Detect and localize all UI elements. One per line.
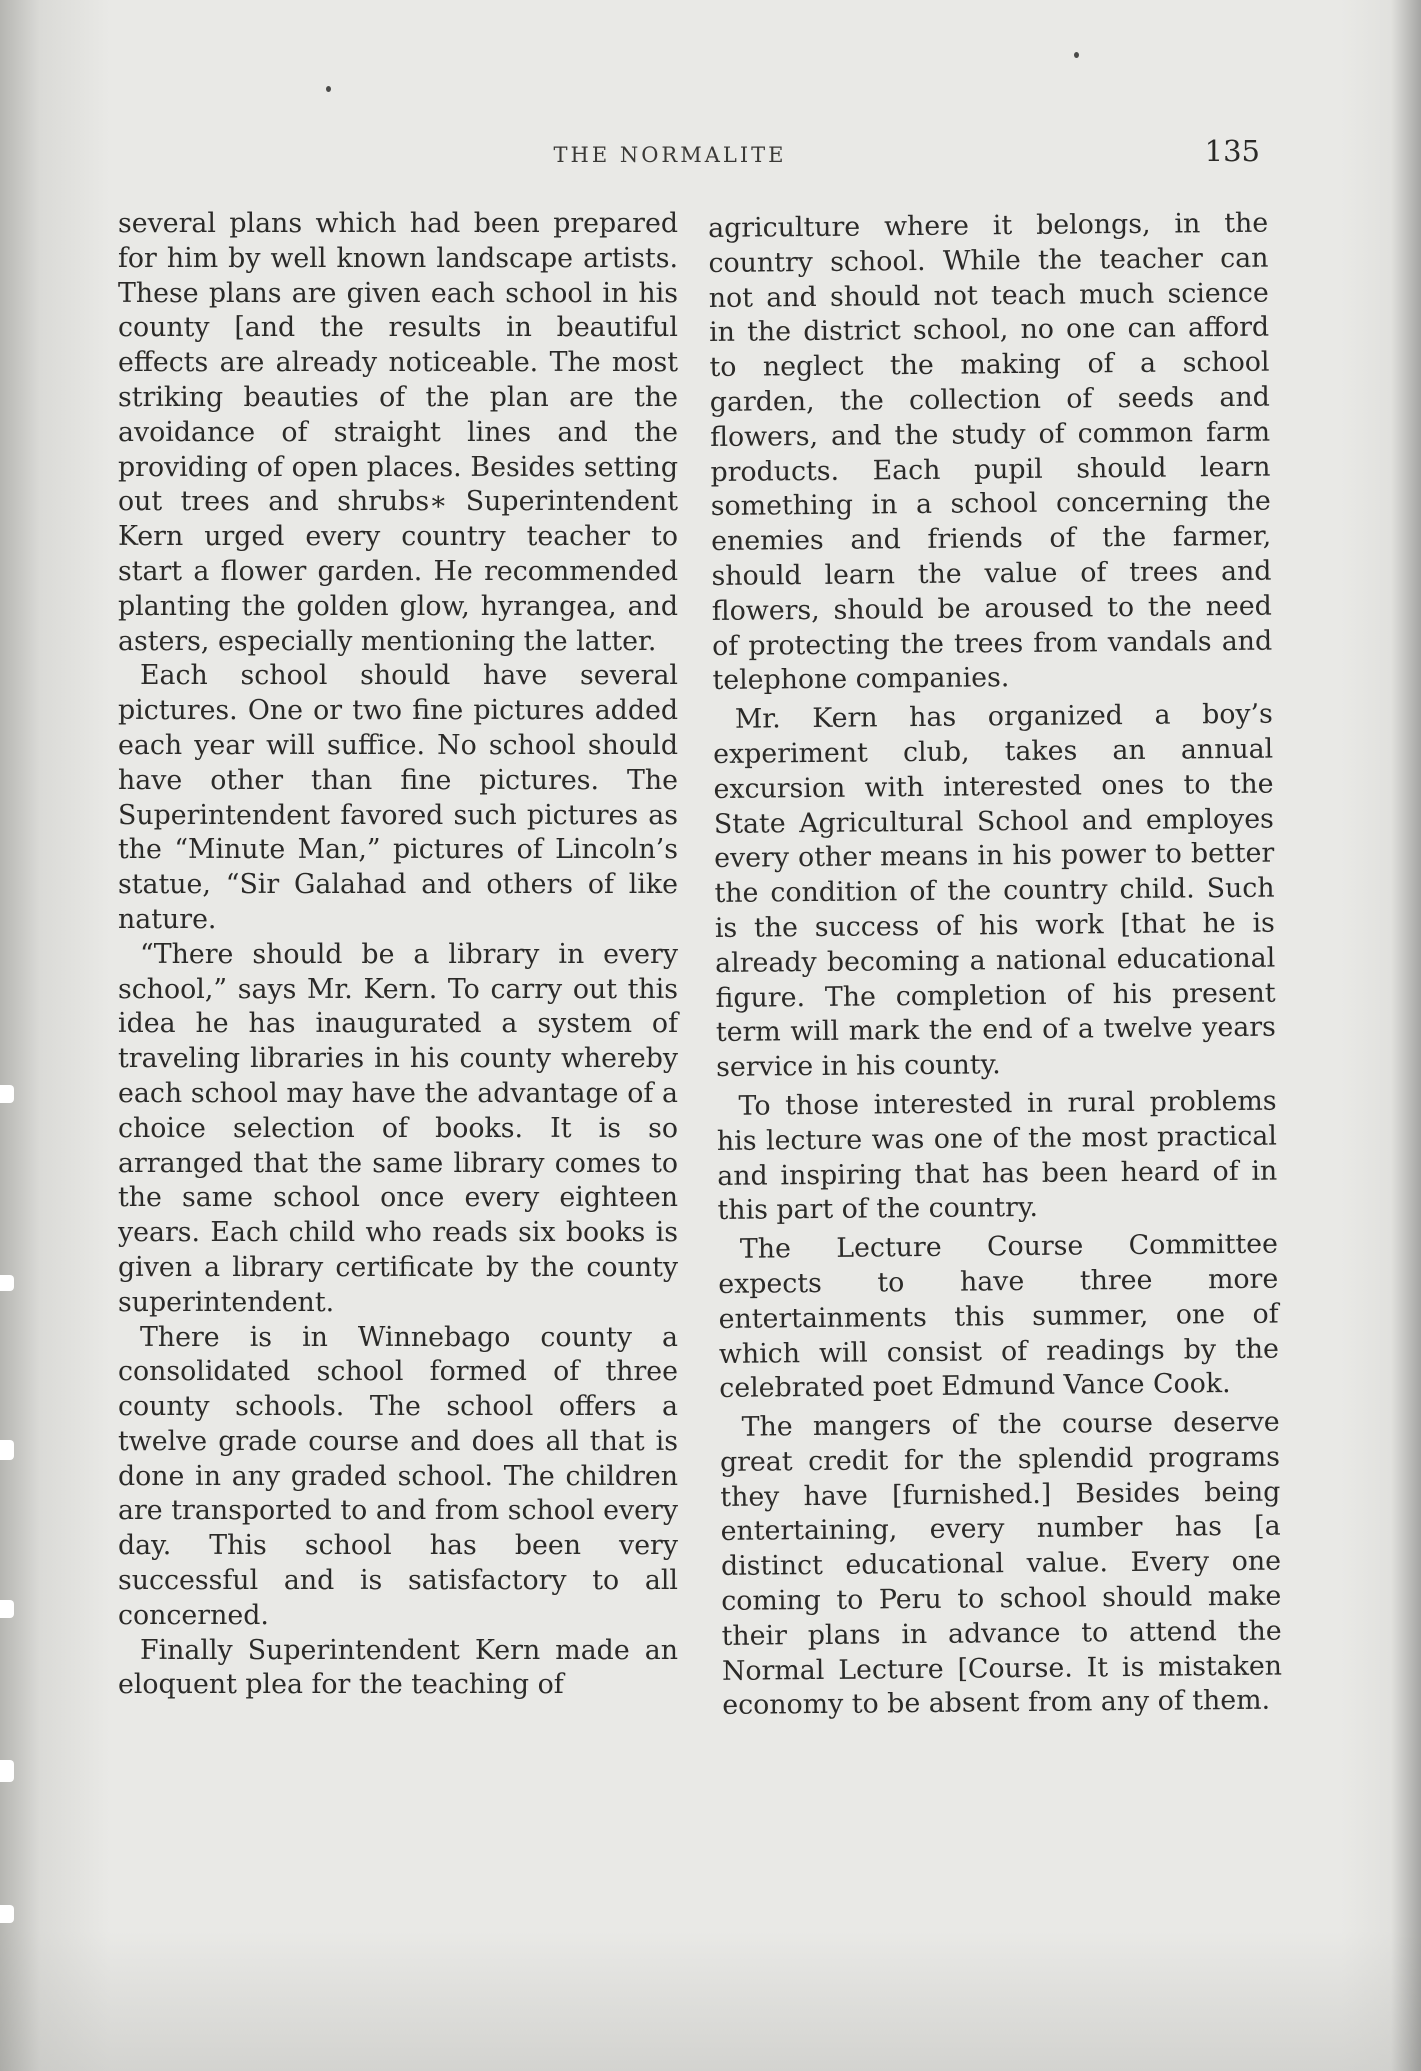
right-column — [708, 207, 1282, 1725]
paragraph: There is in Winnebago county a consolidated school formed of three county schools. The school offers a twelve grade course and does all that is done in any graded school. The children are transported to and from school every day. This school has been very successful and is satisfactory to all concerned. — [118, 1321, 678, 1631]
binding-notch — [0, 1085, 14, 1103]
left-column — [118, 207, 678, 1703]
binding-notch — [0, 1600, 14, 1618]
binding-notch — [0, 1760, 14, 1782]
page-number: 135 — [1204, 134, 1260, 168]
paragraph: The mangers of the course deserve great credit for the splendid programs they have [furnished.] Besides being entertaining, every number has [a distinct educational value. Every one coming to Peru to school should make their plans in advance to attend the Normal Lecture [Course. It is mistaken economy to be absent from any of them. — [719, 1406, 1283, 1722]
paragraph: To those interested in rural problems his lecture was one of the most practical and inspiring that has been heard of in this part of the country. — [716, 1085, 1278, 1227]
running-title: THE NORMALITE — [553, 143, 787, 167]
paragraph: “There should be a library in every school,” says Mr. Kern. To carry out this idea he has inaugurated a system of traveling libraries in his county whereby each school may have the advantage of a choice selection of books. It is so arranged that the same library comes to the same school once every eighteen years. Each child who reads six books is given a library certificate by the county superintendent. — [118, 938, 678, 1318]
scan-speck — [326, 86, 331, 92]
binding-notch — [0, 1275, 14, 1291]
paragraph: Each school should have several pictures. One or two fine pictures added each year will suffice. No school should have other than fine pictures. The Superintendent favored such pictures as the “Minute Man,” pictures of Lincoln’s statue, “Sir Galahad and others of like nature. — [118, 660, 678, 935]
binding-notch — [0, 1905, 14, 1923]
binding-notch — [0, 1440, 14, 1460]
scan-speck — [1074, 52, 1079, 58]
paragraph: Finally Superintendent Kern made an eloquent plea for the teaching of — [118, 1634, 678, 1701]
paragraph: Mr. Kern has organized a boy’s experiment club, takes an annual excursion with interested ones to the State Agricultural School and employes every other means in his power to better the condition of the country child. Such is the success of his work [that he is already becoming a national educational figure. The completion of his present term will mark the end of a twelve years service in his county. — [713, 698, 1277, 1084]
paragraph: agriculture where it belongs, in the country school. While the teacher can not and should not teach much science in the district school, no one can afford to neglect the making of a school garden, the collection of seeds and flowers, and the study of common farm products. Each pupil should learn something in a school concerning the enemies and friends of the farmer, should learn the value of trees and flowers, should be aroused to the need of protecting the trees from vandals and telephone companies. — [708, 207, 1273, 697]
paragraph: several plans which had been prepared for him by well known landscape artists. These plans are given each school in his county [and the results in beautiful effects are already noticeable. The most striking beauties of the plan are the avoidance of straight lines and the providing of open places. Besides setting out trees and shrubs∗ Superintendent Kern urged every country teacher to start a flower garden. He recommended planting the golden glow, hyrangea, and asters, especially mentioning the latter. — [118, 208, 678, 657]
paragraph: The Lecture Course Committee expects to have three more entertainments this summer, one of which will consist of readings by the celebrated poet Edmund Vance Cook. — [718, 1228, 1280, 1405]
